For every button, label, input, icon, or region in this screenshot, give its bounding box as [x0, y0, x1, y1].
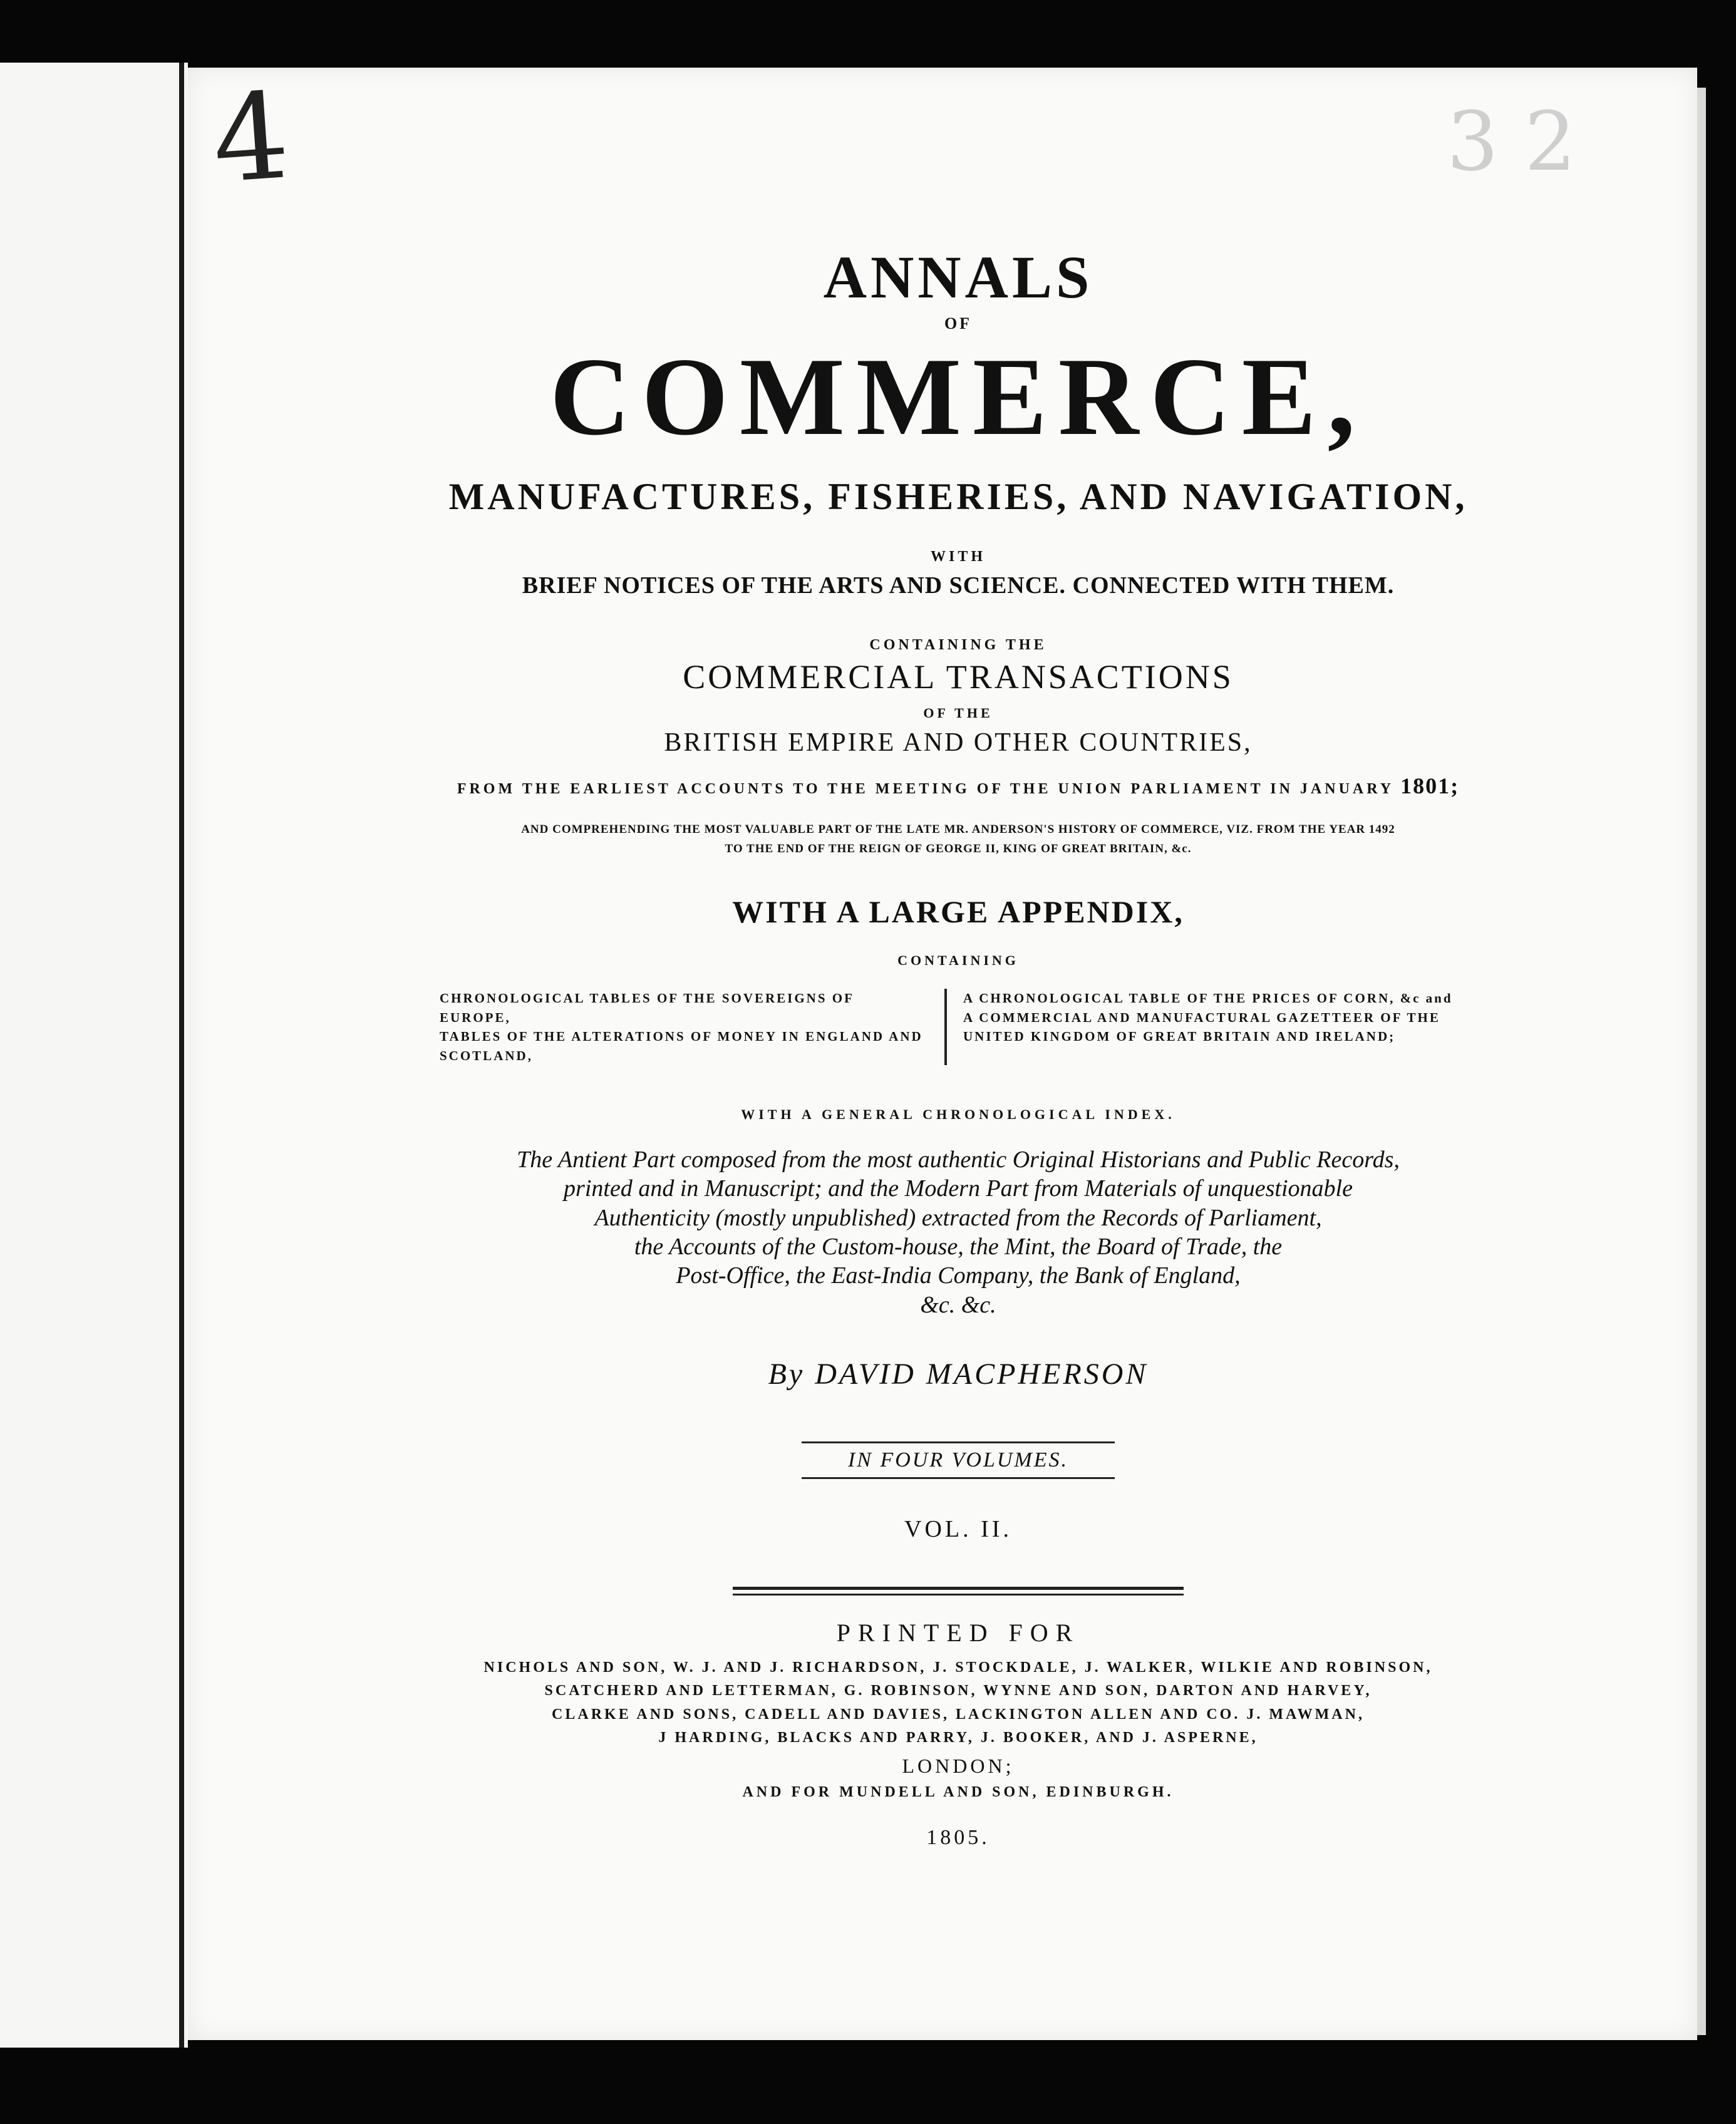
- publishers: [263, 1656, 1653, 1750]
- general-index: WITH A GENERAL CHRONOLOGICAL INDEX.: [741, 1106, 1175, 1123]
- appendix-right-line: A CHRONOLOGICAL TABLE OF THE PRICES OF CORN, &c and: [963, 991, 1453, 1006]
- with-label: WITH: [930, 549, 986, 565]
- publisher-line: CLARKE AND SONS, CADELL AND DAVIES, LACKINGTON ALLEN AND CO. J. MAWMAN,: [552, 1706, 1365, 1723]
- earliest-accounts-text: FROM THE EARLIEST ACCOUNTS TO THE MEETING OF THE UNION PARLIAMENT IN JANUARY: [457, 781, 1394, 798]
- volume-count: IN FOUR VOLUMES.: [847, 1448, 1068, 1472]
- handwritten-mark-right: 3 2: [1447, 94, 1576, 189]
- imprint-edinburgh: AND FOR MUNDELL AND SON, EDINBURGH.: [742, 1783, 1174, 1800]
- appendix-right-column: [947, 989, 1477, 1065]
- publisher-line: NICHOLS AND SON, W. J. AND J. RICHARDSON, J. STOCKDALE, J. WALKER, WILKIE AND ROBINSON,: [483, 1659, 1433, 1676]
- earliest-accounts: [263, 773, 1653, 799]
- appendix-left-line: SCOTLAND,: [440, 1048, 533, 1063]
- title-annals: ANNALS: [823, 244, 1093, 311]
- imprint-london: LONDON;: [902, 1754, 1015, 1777]
- containing-the: CONTAINING THE: [869, 637, 1047, 654]
- appendix-containing: CONTAINING: [897, 952, 1019, 969]
- sources-description: [442, 1145, 1475, 1319]
- comprehending-line: TO THE END OF THE REIGN OF GEORGE II, KING OF GREAT BRITAIN, &c.: [725, 842, 1192, 855]
- appendix-heading: WITH A LARGE APPENDIX,: [732, 894, 1184, 930]
- description-line: The Antient Part composed from the most authentic Original Historians and Public Records,: [517, 1147, 1400, 1173]
- gutter-line: [179, 63, 184, 2048]
- appendix-left-line: TABLES OF THE ALTERATIONS OF MONEY IN ENGLAND AND: [440, 1029, 923, 1044]
- title-page-content: [263, 244, 1653, 1850]
- volumes-block: [802, 1441, 1115, 1479]
- handwritten-mark-left: 4: [208, 66, 294, 210]
- subtitle: MANUFACTURES, FISHERIES, AND NAVIGATION,: [448, 476, 1468, 518]
- appendix-left-column: [440, 989, 947, 1065]
- brief-notices: BRIEF NOTICES OF THE ARTS AND SCIENCE. CONNECTED WITH THEM.: [522, 572, 1395, 599]
- facing-page-strip: [0, 63, 188, 2048]
- imprint-year: 1805.: [926, 1825, 990, 1849]
- printed-for: PRINTED FOR: [836, 1619, 1080, 1647]
- double-rule: [733, 1587, 1184, 1596]
- of-the: OF THE: [923, 705, 993, 721]
- appendix-right-line: UNITED KINGDOM OF GREAT BRITAIN AND IRELAND;: [963, 1029, 1396, 1044]
- comprehending-line: AND COMPREHENDING THE MOST VALUABLE PART OF THE LATE MR. ANDERSON'S HISTORY OF COMMERCE, VIZ. FROM THE YEAR 1492: [521, 823, 1395, 837]
- volume-number: VOL. II.: [904, 1516, 1012, 1543]
- earliest-year: 1801;: [1400, 773, 1460, 799]
- comprehending: [263, 820, 1653, 858]
- description-line: printed and in Manuscript; and the Modern Part from Materials of unquestionable: [564, 1175, 1353, 1202]
- appendix-left-line: CHRONOLOGICAL TABLES OF THE SOVEREIGNS OF EUROPE,: [440, 991, 854, 1025]
- description-line: &c. &c.: [920, 1291, 996, 1318]
- publisher-line: SCATCHERD AND LETTERMAN, G. ROBINSON, WYNNE AND SON, DARTON AND HARVEY,: [544, 1683, 1372, 1699]
- title-of: OF: [944, 314, 973, 333]
- title-commerce: COMMERCE,: [549, 334, 1367, 458]
- rule-top: [802, 1441, 1115, 1443]
- description-line: Authenticity (mostly unpublished) extracted from the Records of Parliament,: [594, 1204, 1322, 1231]
- publisher-line: J HARDING, BLACKS AND PARRY, J. BOOKER, AND J. ASPERNE,: [658, 1729, 1258, 1746]
- author-line: By DAVID MACPHERSON: [768, 1358, 1149, 1391]
- description-line: the Accounts of the Custom-house, the Mint, the Board of Trade, the: [634, 1234, 1283, 1260]
- british-empire: BRITISH EMPIRE AND OTHER COUNTRIES,: [664, 728, 1253, 758]
- appendix-right-line: A COMMERCIAL AND MANUFACTURAL GAZETTEER OF THE: [963, 1009, 1440, 1025]
- rule-bottom: [802, 1477, 1115, 1479]
- commercial-transactions: COMMERCIAL TRANSACTIONS: [683, 658, 1234, 696]
- appendix-columns: [263, 989, 1653, 1065]
- description-line: Post-Office, the East-India Company, the Bank of England,: [676, 1262, 1241, 1289]
